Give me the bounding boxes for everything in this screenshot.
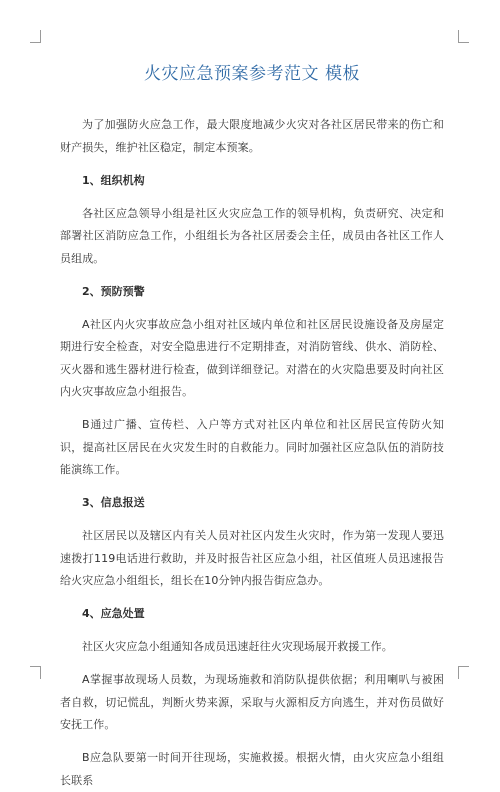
crop-mark-bottom-left: [30, 666, 41, 679]
response-paragraph-intro: 社区火灾应急小组通知各成员迅速赶往火灾现场展开救援工作。: [82, 640, 393, 653]
section-heading-organization: 1、组织机构: [82, 173, 145, 187]
response-paragraph-a: A掌握事故现场人员数，为现场施救和消防队提供依据；利用喇叭与被困者自救，切记慌乱，判断火势来源，采取与火源相反方向逃生，并对伤员做好安抚工作。: [60, 673, 444, 731]
section-heading-prevention: 2、预防预警: [82, 284, 145, 298]
crop-mark-top-left: [30, 30, 41, 43]
crop-mark-bottom-right: [458, 666, 469, 679]
response-paragraph-b: B应急队要第一时间开往现场，实施救援。根据火情，由火灾应急小组组长联系: [60, 751, 444, 787]
prevention-paragraph-b: B通过广播、宣传栏、入户等方式对社区内单位和社区居民宣传防火知识，提高社区居民在火灾发生时的自救能力。同时加强社区应急队伍的消防技能演练工作。: [60, 418, 444, 476]
document-page: [60, 62, 444, 792]
organization-paragraph: 各社区应急领导小组是社区火灾应急工作的领导机构，负责研究、决定和部署社区消防应急工作，小组组长为各社区居委会主任，成员由各社区工作人员组成。: [60, 206, 444, 265]
section-heading-reporting: 3、信息报送: [82, 496, 145, 509]
intro-paragraph: 为了加强防火应急工作，最大限度地减少火灾对各社区居民带来的伤亡和财产损失，维护社区稳定，制定本预案。: [60, 118, 444, 154]
reporting-paragraph: 社区居民以及辖区内有关人员对社区内发生火灾时，作为第一发现人要迅速拨打119电话进行救助，并及时报告社区应急小组，社区值班人员迅速报告给火灾应急小组组长，组长在10分钟内报告街应急办。: [60, 529, 444, 587]
crop-mark-top-right: [458, 30, 469, 43]
document-title: 火灾应急预案参考范文 模板: [144, 64, 360, 84]
prevention-paragraph-a: A社区内火灾事故应急小组对社区域内单位和社区居民设施设备及房屋定期进行安全检查，对安全隐患进行不定期排查，对消防管线、供水、消防栓、灭火器和逃生器材进行检查，做到详细登记。对潜在的火灾隐患要及时向社区内火灾事故应急小组报告。: [60, 317, 444, 398]
section-heading-response: 4、应急处置: [82, 607, 145, 620]
